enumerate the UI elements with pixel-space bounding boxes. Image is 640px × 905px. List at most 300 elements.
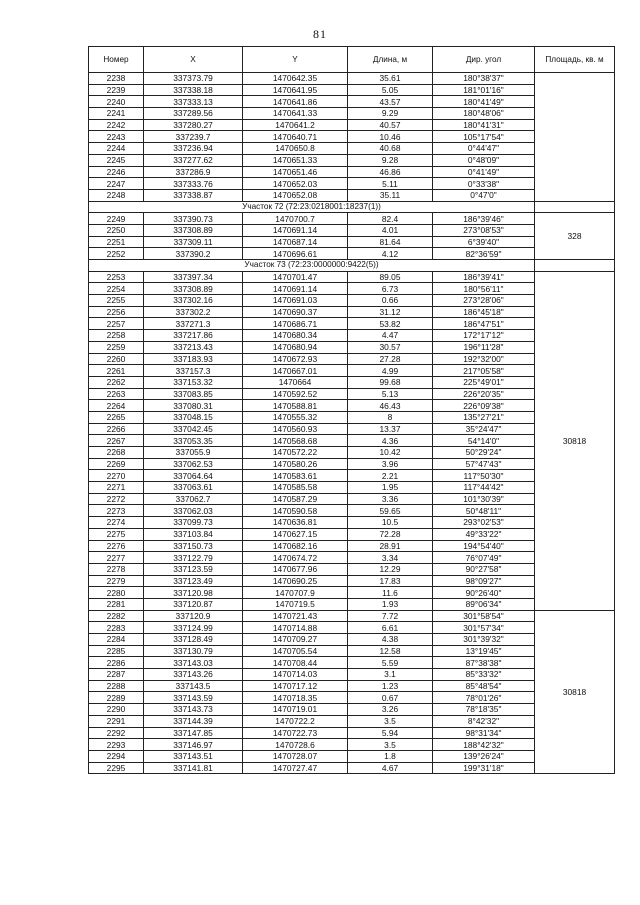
x-coordinate: 337289.56 bbox=[144, 108, 243, 120]
direction-angle: 85°48'54" bbox=[433, 680, 535, 692]
length: 9.28 bbox=[348, 154, 433, 166]
direction-angle: 301°39'32" bbox=[433, 634, 535, 646]
point-number: 2244 bbox=[89, 143, 144, 155]
y-coordinate: 1470708.44 bbox=[243, 657, 348, 669]
point-number: 2278 bbox=[89, 563, 144, 575]
direction-angle: 217°05'58" bbox=[433, 365, 535, 377]
point-number: 2256 bbox=[89, 306, 144, 318]
point-number: 2274 bbox=[89, 517, 144, 529]
direction-angle: 0°44'47" bbox=[433, 143, 535, 155]
direction-angle: 172°17'12" bbox=[433, 330, 535, 342]
y-coordinate: 1470719.01 bbox=[243, 704, 348, 716]
length: 35.11 bbox=[348, 189, 433, 201]
area-cell-spacer bbox=[535, 260, 615, 272]
point-number: 2290 bbox=[89, 704, 144, 716]
direction-angle: 180°48'06" bbox=[433, 108, 535, 120]
direction-angle: 0°41'49" bbox=[433, 166, 535, 178]
length: 46.86 bbox=[348, 166, 433, 178]
x-coordinate: 337373.79 bbox=[144, 73, 243, 85]
direction-angle: 98°09'27" bbox=[433, 575, 535, 587]
y-coordinate: 1470709.27 bbox=[243, 634, 348, 646]
direction-angle: 301°57'34" bbox=[433, 622, 535, 634]
y-coordinate: 1470641.95 bbox=[243, 84, 348, 96]
y-coordinate: 1470580.26 bbox=[243, 458, 348, 470]
length: 17.83 bbox=[348, 575, 433, 587]
y-coordinate: 1470728.6 bbox=[243, 739, 348, 751]
x-coordinate: 337333.76 bbox=[144, 178, 243, 190]
point-number: 2279 bbox=[89, 575, 144, 587]
x-coordinate: 337333.13 bbox=[144, 96, 243, 108]
direction-angle: 98°31'34" bbox=[433, 727, 535, 739]
point-number: 2250 bbox=[89, 224, 144, 236]
x-coordinate: 337390.2 bbox=[144, 248, 243, 260]
y-coordinate: 1470674.72 bbox=[243, 552, 348, 564]
x-coordinate: 337063.61 bbox=[144, 482, 243, 494]
x-coordinate: 337120.87 bbox=[144, 598, 243, 610]
x-coordinate: 337302.2 bbox=[144, 306, 243, 318]
length: 9.29 bbox=[348, 108, 433, 120]
y-coordinate: 1470677.96 bbox=[243, 563, 348, 575]
point-number: 2294 bbox=[89, 750, 144, 762]
point-number: 2240 bbox=[89, 96, 144, 108]
y-coordinate: 1470690.37 bbox=[243, 306, 348, 318]
point-number: 2247 bbox=[89, 178, 144, 190]
direction-angle: 181°01'16" bbox=[433, 84, 535, 96]
point-number: 2291 bbox=[89, 715, 144, 727]
point-number: 2286 bbox=[89, 657, 144, 669]
y-coordinate: 1470572.22 bbox=[243, 447, 348, 459]
direction-angle: 78°01'26" bbox=[433, 692, 535, 704]
x-coordinate: 337338.87 bbox=[144, 189, 243, 201]
direction-angle: 49°33'22" bbox=[433, 528, 535, 540]
header-area: Площадь, кв. м bbox=[535, 47, 615, 73]
point-number: 2249 bbox=[89, 213, 144, 225]
direction-angle: 6°39'40" bbox=[433, 236, 535, 248]
length: 30.57 bbox=[348, 341, 433, 353]
point-number: 2270 bbox=[89, 470, 144, 482]
point-number: 2245 bbox=[89, 154, 144, 166]
point-number: 2281 bbox=[89, 598, 144, 610]
y-coordinate: 1470719.5 bbox=[243, 598, 348, 610]
length: 82.4 bbox=[348, 213, 433, 225]
y-coordinate: 1470664 bbox=[243, 376, 348, 388]
x-coordinate: 337213.43 bbox=[144, 341, 243, 353]
x-coordinate: 337150.73 bbox=[144, 540, 243, 552]
direction-angle: 78°18'35" bbox=[433, 704, 535, 716]
y-coordinate: 1470592.52 bbox=[243, 388, 348, 400]
point-number: 2238 bbox=[89, 73, 144, 85]
point-number: 2264 bbox=[89, 400, 144, 412]
direction-angle: 117°44'42" bbox=[433, 482, 535, 494]
area-cell: 30818 bbox=[535, 610, 615, 774]
point-number: 2265 bbox=[89, 411, 144, 423]
x-coordinate: 337055.9 bbox=[144, 447, 243, 459]
direction-angle: 199°31'18" bbox=[433, 762, 535, 774]
point-number: 2239 bbox=[89, 84, 144, 96]
direction-angle: 180°38'37" bbox=[433, 73, 535, 85]
direction-angle: 117°50'30" bbox=[433, 470, 535, 482]
x-coordinate: 337236.94 bbox=[144, 143, 243, 155]
direction-angle: 0°48'09" bbox=[433, 154, 535, 166]
length: 5.59 bbox=[348, 657, 433, 669]
y-coordinate: 1470588.81 bbox=[243, 400, 348, 412]
length: 1.95 bbox=[348, 482, 433, 494]
y-coordinate: 1470583.61 bbox=[243, 470, 348, 482]
length: 1.93 bbox=[348, 598, 433, 610]
y-coordinate: 1470650.8 bbox=[243, 143, 348, 155]
x-coordinate: 337143.51 bbox=[144, 750, 243, 762]
point-number: 2258 bbox=[89, 330, 144, 342]
point-number: 2252 bbox=[89, 248, 144, 260]
y-coordinate: 1470641.33 bbox=[243, 108, 348, 120]
point-number: 2267 bbox=[89, 435, 144, 447]
length: 6.73 bbox=[348, 283, 433, 295]
y-coordinate: 1470651.33 bbox=[243, 154, 348, 166]
y-coordinate: 1470690.25 bbox=[243, 575, 348, 587]
point-number: 2269 bbox=[89, 458, 144, 470]
y-coordinate: 1470560.93 bbox=[243, 423, 348, 435]
length: 4.47 bbox=[348, 330, 433, 342]
length: 99.68 bbox=[348, 376, 433, 388]
y-coordinate: 1470691.14 bbox=[243, 283, 348, 295]
point-number: 2266 bbox=[89, 423, 144, 435]
x-coordinate: 337277.62 bbox=[144, 154, 243, 166]
point-number: 2260 bbox=[89, 353, 144, 365]
point-number: 2280 bbox=[89, 587, 144, 599]
point-number: 2268 bbox=[89, 447, 144, 459]
y-coordinate: 1470687.14 bbox=[243, 236, 348, 248]
y-coordinate: 1470652.08 bbox=[243, 189, 348, 201]
y-coordinate: 1470727.47 bbox=[243, 762, 348, 774]
y-coordinate: 1470680.34 bbox=[243, 330, 348, 342]
y-coordinate: 1470555.32 bbox=[243, 411, 348, 423]
length: 89.05 bbox=[348, 271, 433, 283]
length: 28.91 bbox=[348, 540, 433, 552]
x-coordinate: 337146.97 bbox=[144, 739, 243, 751]
y-coordinate: 1470705.54 bbox=[243, 645, 348, 657]
direction-angle: 57°47'43" bbox=[433, 458, 535, 470]
y-coordinate: 1470707.9 bbox=[243, 587, 348, 599]
direction-angle: 135°27'21" bbox=[433, 411, 535, 423]
length: 5.94 bbox=[348, 727, 433, 739]
x-coordinate: 337048.15 bbox=[144, 411, 243, 423]
direction-angle: 301°58'54" bbox=[433, 610, 535, 622]
y-coordinate: 1470667.01 bbox=[243, 365, 348, 377]
header-y: Y bbox=[243, 47, 348, 73]
x-coordinate: 337042.45 bbox=[144, 423, 243, 435]
area-cell bbox=[535, 73, 615, 202]
length: 4.12 bbox=[348, 248, 433, 260]
length: 5.11 bbox=[348, 178, 433, 190]
area-cell: 328 bbox=[535, 213, 615, 260]
x-coordinate: 337271.3 bbox=[144, 318, 243, 330]
page-number: 81 bbox=[313, 27, 327, 41]
x-coordinate: 337217.86 bbox=[144, 330, 243, 342]
point-number: 2277 bbox=[89, 552, 144, 564]
y-coordinate: 1470691.14 bbox=[243, 224, 348, 236]
length: 6.61 bbox=[348, 622, 433, 634]
x-coordinate: 337153.32 bbox=[144, 376, 243, 388]
section-title: Участок 73 (72:23:0000000:9422(5)) bbox=[89, 260, 535, 272]
length: 40.57 bbox=[348, 119, 433, 131]
header-direction-angle: Дир. угол bbox=[433, 47, 535, 73]
x-coordinate: 337083.85 bbox=[144, 388, 243, 400]
direction-angle: 180°41'49" bbox=[433, 96, 535, 108]
y-coordinate: 1470696.61 bbox=[243, 248, 348, 260]
point-number: 2243 bbox=[89, 131, 144, 143]
point-number: 2255 bbox=[89, 295, 144, 307]
length: 53.82 bbox=[348, 318, 433, 330]
direction-angle: 76°07'49" bbox=[433, 552, 535, 564]
x-coordinate: 337130.79 bbox=[144, 645, 243, 657]
x-coordinate: 337143.73 bbox=[144, 704, 243, 716]
y-coordinate: 1470640.71 bbox=[243, 131, 348, 143]
y-coordinate: 1470701.47 bbox=[243, 271, 348, 283]
length: 4.67 bbox=[348, 762, 433, 774]
length: 3.5 bbox=[348, 739, 433, 751]
length: 3.1 bbox=[348, 669, 433, 681]
length: 72.28 bbox=[348, 528, 433, 540]
x-coordinate: 337239.7 bbox=[144, 131, 243, 143]
point-number: 2282 bbox=[89, 610, 144, 622]
length: 4.36 bbox=[348, 435, 433, 447]
length: 12.58 bbox=[348, 645, 433, 657]
section-title: Участок 72 (72:23:0218001:18237(1)) bbox=[89, 201, 535, 213]
point-number: 2289 bbox=[89, 692, 144, 704]
table-header-row bbox=[89, 47, 615, 73]
direction-angle: 180°56'11" bbox=[433, 283, 535, 295]
x-coordinate: 337338.18 bbox=[144, 84, 243, 96]
x-coordinate: 337183.93 bbox=[144, 353, 243, 365]
y-coordinate: 1470642.35 bbox=[243, 73, 348, 85]
direction-angle: 194°54'40" bbox=[433, 540, 535, 552]
point-number: 2248 bbox=[89, 189, 144, 201]
x-coordinate: 337144.39 bbox=[144, 715, 243, 727]
point-number: 2261 bbox=[89, 365, 144, 377]
point-number: 2293 bbox=[89, 739, 144, 751]
y-coordinate: 1470585.58 bbox=[243, 482, 348, 494]
x-coordinate: 337099.73 bbox=[144, 517, 243, 529]
length: 10.5 bbox=[348, 517, 433, 529]
length: 35.61 bbox=[348, 73, 433, 85]
direction-angle: 139°26'24" bbox=[433, 750, 535, 762]
direction-angle: 226°20'35" bbox=[433, 388, 535, 400]
direction-angle: 225°49'01" bbox=[433, 376, 535, 388]
direction-angle: 105°17'54" bbox=[433, 131, 535, 143]
point-number: 2257 bbox=[89, 318, 144, 330]
x-coordinate: 337143.26 bbox=[144, 669, 243, 681]
y-coordinate: 1470590.58 bbox=[243, 505, 348, 517]
section-row bbox=[89, 260, 615, 272]
point-number: 2285 bbox=[89, 645, 144, 657]
length: 0.66 bbox=[348, 295, 433, 307]
header-number: Номер bbox=[89, 47, 144, 73]
y-coordinate: 1470680.94 bbox=[243, 341, 348, 353]
direction-angle: 8°42'32" bbox=[433, 715, 535, 727]
length: 10.42 bbox=[348, 447, 433, 459]
length: 3.5 bbox=[348, 715, 433, 727]
direction-angle: 90°26'40" bbox=[433, 587, 535, 599]
section-row bbox=[89, 201, 615, 213]
x-coordinate: 337062.53 bbox=[144, 458, 243, 470]
y-coordinate: 1470568.68 bbox=[243, 435, 348, 447]
x-coordinate: 337103.84 bbox=[144, 528, 243, 540]
direction-angle: 226°09'38" bbox=[433, 400, 535, 412]
point-number: 2251 bbox=[89, 236, 144, 248]
direction-angle: 273°08'53" bbox=[433, 224, 535, 236]
length: 4.01 bbox=[348, 224, 433, 236]
x-coordinate: 337280.27 bbox=[144, 119, 243, 131]
x-coordinate: 337053.35 bbox=[144, 435, 243, 447]
length: 27.28 bbox=[348, 353, 433, 365]
point-number: 2287 bbox=[89, 669, 144, 681]
length: 8 bbox=[348, 411, 433, 423]
direction-angle: 35°24'47" bbox=[433, 423, 535, 435]
x-coordinate: 337141.81 bbox=[144, 762, 243, 774]
length: 3.34 bbox=[348, 552, 433, 564]
direction-angle: 90°27'58" bbox=[433, 563, 535, 575]
direction-angle: 13°19'45" bbox=[433, 645, 535, 657]
point-number: 2253 bbox=[89, 271, 144, 283]
x-coordinate: 337062.03 bbox=[144, 505, 243, 517]
length: 81.64 bbox=[348, 236, 433, 248]
point-number: 2246 bbox=[89, 166, 144, 178]
direction-angle: 196°11'28" bbox=[433, 341, 535, 353]
x-coordinate: 337309.11 bbox=[144, 236, 243, 248]
area-cell: 30818 bbox=[535, 271, 615, 610]
point-number: 2275 bbox=[89, 528, 144, 540]
point-number: 2276 bbox=[89, 540, 144, 552]
y-coordinate: 1470722.73 bbox=[243, 727, 348, 739]
y-coordinate: 1470682.16 bbox=[243, 540, 348, 552]
header-length: Длина, м bbox=[348, 47, 433, 73]
y-coordinate: 1470700.7 bbox=[243, 213, 348, 225]
direction-angle: 186°45'18" bbox=[433, 306, 535, 318]
direction-angle: 0°33'38" bbox=[433, 178, 535, 190]
x-coordinate: 337120.98 bbox=[144, 587, 243, 599]
point-number: 2283 bbox=[89, 622, 144, 634]
x-coordinate: 337157.3 bbox=[144, 365, 243, 377]
point-number: 2271 bbox=[89, 482, 144, 494]
x-coordinate: 337390.73 bbox=[144, 213, 243, 225]
x-coordinate: 337064.64 bbox=[144, 470, 243, 482]
y-coordinate: 1470691.03 bbox=[243, 295, 348, 307]
point-number: 2292 bbox=[89, 727, 144, 739]
y-coordinate: 1470672.93 bbox=[243, 353, 348, 365]
table-row bbox=[89, 610, 615, 622]
x-coordinate: 337143.5 bbox=[144, 680, 243, 692]
length: 31.12 bbox=[348, 306, 433, 318]
x-coordinate: 337397.34 bbox=[144, 271, 243, 283]
direction-angle: 293°02'53" bbox=[433, 517, 535, 529]
point-number: 2242 bbox=[89, 119, 144, 131]
length: 10.46 bbox=[348, 131, 433, 143]
length: 43.57 bbox=[348, 96, 433, 108]
direction-angle: 87°38'38" bbox=[433, 657, 535, 669]
table-row bbox=[89, 73, 615, 85]
x-coordinate: 337143.03 bbox=[144, 657, 243, 669]
y-coordinate: 1470686.71 bbox=[243, 318, 348, 330]
length: 1.8 bbox=[348, 750, 433, 762]
coordinates-table bbox=[88, 46, 615, 774]
x-coordinate: 337062.7 bbox=[144, 493, 243, 505]
length: 4.99 bbox=[348, 365, 433, 377]
x-coordinate: 337143.59 bbox=[144, 692, 243, 704]
length: 12.29 bbox=[348, 563, 433, 575]
x-coordinate: 337123.59 bbox=[144, 563, 243, 575]
point-number: 2254 bbox=[89, 283, 144, 295]
length: 7.72 bbox=[348, 610, 433, 622]
direction-angle: 101°30'39" bbox=[433, 493, 535, 505]
header-x: X bbox=[144, 47, 243, 73]
y-coordinate: 1470627.15 bbox=[243, 528, 348, 540]
direction-angle: 89°06'34" bbox=[433, 598, 535, 610]
length: 1.23 bbox=[348, 680, 433, 692]
y-coordinate: 1470722.2 bbox=[243, 715, 348, 727]
x-coordinate: 337123.49 bbox=[144, 575, 243, 587]
direction-angle: 192°32'00" bbox=[433, 353, 535, 365]
y-coordinate: 1470641.2 bbox=[243, 119, 348, 131]
table-body bbox=[89, 73, 615, 774]
length: 5.05 bbox=[348, 84, 433, 96]
x-coordinate: 337147.85 bbox=[144, 727, 243, 739]
length: 13.37 bbox=[348, 423, 433, 435]
point-number: 2259 bbox=[89, 341, 144, 353]
y-coordinate: 1470641.86 bbox=[243, 96, 348, 108]
direction-angle: 273°28'06" bbox=[433, 295, 535, 307]
table-row bbox=[89, 271, 615, 283]
length: 5.13 bbox=[348, 388, 433, 400]
y-coordinate: 1470718.35 bbox=[243, 692, 348, 704]
y-coordinate: 1470714.88 bbox=[243, 622, 348, 634]
direction-angle: 85°33'32" bbox=[433, 669, 535, 681]
x-coordinate: 337124.99 bbox=[144, 622, 243, 634]
length: 2.21 bbox=[348, 470, 433, 482]
point-number: 2295 bbox=[89, 762, 144, 774]
length: 0.67 bbox=[348, 692, 433, 704]
direction-angle: 50°29'24" bbox=[433, 447, 535, 459]
direction-angle: 186°39'46" bbox=[433, 213, 535, 225]
length: 3.96 bbox=[348, 458, 433, 470]
direction-angle: 50°48'11" bbox=[433, 505, 535, 517]
point-number: 2288 bbox=[89, 680, 144, 692]
x-coordinate: 337286.9 bbox=[144, 166, 243, 178]
y-coordinate: 1470717.12 bbox=[243, 680, 348, 692]
y-coordinate: 1470652.03 bbox=[243, 178, 348, 190]
area-cell-spacer bbox=[535, 201, 615, 213]
y-coordinate: 1470728.07 bbox=[243, 750, 348, 762]
point-number: 2273 bbox=[89, 505, 144, 517]
direction-angle: 186°47'51" bbox=[433, 318, 535, 330]
length: 4.38 bbox=[348, 634, 433, 646]
y-coordinate: 1470651.46 bbox=[243, 166, 348, 178]
point-number: 2241 bbox=[89, 108, 144, 120]
x-coordinate: 337308.89 bbox=[144, 224, 243, 236]
point-number: 2263 bbox=[89, 388, 144, 400]
length: 59.65 bbox=[348, 505, 433, 517]
point-number: 2284 bbox=[89, 634, 144, 646]
x-coordinate: 337128.49 bbox=[144, 634, 243, 646]
length: 3.36 bbox=[348, 493, 433, 505]
direction-angle: 186°39'41" bbox=[433, 271, 535, 283]
length: 40.68 bbox=[348, 143, 433, 155]
direction-angle: 180°41'31" bbox=[433, 119, 535, 131]
y-coordinate: 1470714.03 bbox=[243, 669, 348, 681]
x-coordinate: 337302.16 bbox=[144, 295, 243, 307]
point-number: 2262 bbox=[89, 376, 144, 388]
x-coordinate: 337080.31 bbox=[144, 400, 243, 412]
y-coordinate: 1470721.43 bbox=[243, 610, 348, 622]
